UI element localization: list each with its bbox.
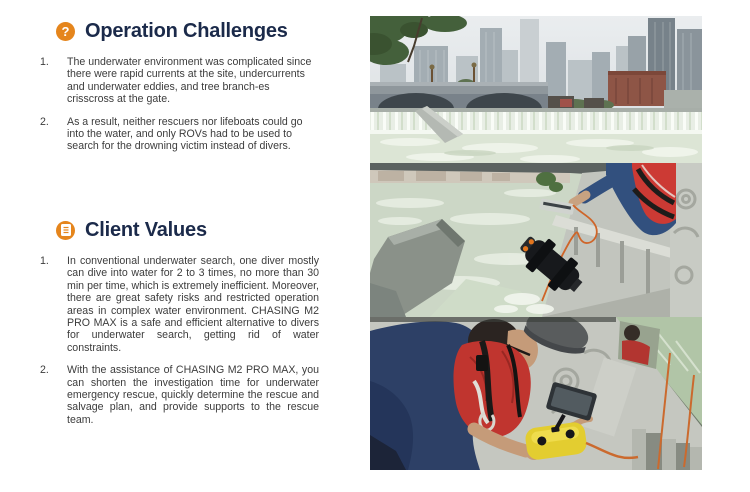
question-icon: ? — [56, 22, 75, 41]
item-text: In conventional underwater search, one diver mostly can dive into water for 2 to 3 times, no more than 30 min per time, which is extremely inefficient. Moreover, there are great safety risks and restricted operation areas in complex water environment. CHASING M2 PRO MAX is a safe and efficient alternative to divers for underwater search, getting rid of water constraints. — [67, 255, 319, 354]
list-item — [40, 56, 319, 106]
item-text: The underwater environment was complicated since there were rapid currents at the site, undercurrents and underwater eddies, and tree branch-es crisscross at the gate. — [67, 56, 312, 106]
section-title: Client Values — [85, 218, 207, 241]
section-heading — [56, 218, 319, 242]
section-heading — [56, 19, 319, 43]
item-number: 2. — [40, 364, 49, 377]
item-text: As a result, neither rescuers nor lifeboats could go into the water, and only ROVs had to be used to search for the drowning victim instead of divers. — [67, 115, 303, 153]
numbered-list — [40, 255, 319, 426]
photo-city-river-weir — [370, 16, 702, 163]
numbered-list — [40, 56, 319, 153]
document-icon — [56, 221, 75, 240]
list-item — [40, 116, 319, 153]
list-item — [40, 255, 319, 354]
item-text: With the assistance of CHASING M2 PRO MAX, you can shorten the investigation time for underwater emergency rescue, quickly determine the rescue and salvage plan, and provide supports to the rescue team. — [67, 364, 319, 426]
photo-remote-controller — [370, 317, 702, 470]
item-number: 1. — [40, 56, 49, 68]
photo-rov-deployment — [370, 163, 702, 317]
section-title: Operation Challenges — [85, 19, 288, 42]
section-client-values — [40, 218, 319, 426]
photo-collage — [370, 16, 702, 470]
item-number: 1. — [40, 255, 49, 267]
item-number: 2. — [40, 115, 49, 128]
list-item — [40, 364, 319, 426]
section-operation-challenges — [40, 19, 319, 153]
